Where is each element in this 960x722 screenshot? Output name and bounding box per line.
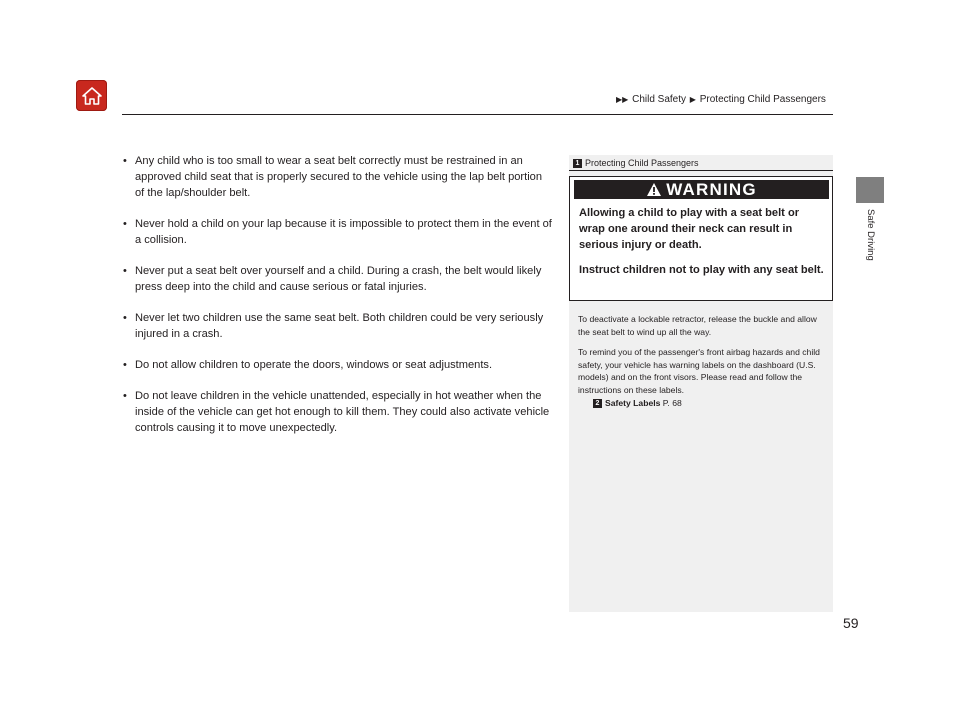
bullet-icon: • (123, 155, 127, 167)
sidebar-divider (569, 170, 833, 171)
list-item (122, 263, 552, 295)
bullet-icon: • (123, 312, 127, 324)
breadcrumb-arrow-icon: ▶▶ (616, 95, 629, 104)
note-paragraph: To remind you of the passenger's front airbag hazards and child safety, your vehicle has warning labels on the dashboard (U.S. models) and on the front visors. Please read and follow the instructions on these labels. (578, 347, 820, 395)
home-button[interactable] (76, 80, 107, 111)
home-icon (81, 86, 103, 106)
sidebar-title: 1 Protecting Child Passengers (573, 158, 699, 168)
list-item (122, 388, 552, 436)
warning-paragraph: Instruct children not to play with any seat belt. (579, 264, 824, 276)
bullet-icon: • (123, 218, 127, 230)
warning-header (574, 180, 829, 199)
safety-labels-link[interactable]: Safety Labels (605, 397, 661, 408)
breadcrumb-item-protecting-child-passengers[interactable]: Protecting Child Passengers (699, 94, 826, 105)
warning-heading: WARNING (666, 179, 757, 199)
page-number: 59 (843, 615, 859, 631)
list-item (122, 310, 552, 342)
note-paragraph: To deactivate a lockable retractor, release the buckle and allow the seat belt to wind up all the way. (578, 314, 817, 337)
warning-box (569, 176, 833, 301)
list-item-text: Never put a seat belt over yourself and a child. During a crash, the belt would likely press deep into the child and cause serious or fatal injuries. (135, 265, 542, 293)
bullet-icon: • (123, 359, 127, 371)
notes-sidebar (569, 155, 833, 612)
section-tab[interactable] (856, 177, 884, 203)
section-tab-label: Safe Driving (865, 209, 876, 261)
warning-icon (646, 182, 662, 197)
cross-reference-icon: 2 (593, 399, 602, 408)
list-item (122, 357, 552, 373)
list-item-text: Do not leave children in the vehicle unattended, especially in hot weather when the inside of the vehicle can get hot enough to kill them. They could also activate vehicle controls causing it to move unexpectedly. (135, 390, 550, 434)
warning-text (579, 205, 824, 287)
list-item (122, 153, 552, 201)
bullet-icon: • (123, 390, 127, 402)
warning-paragraph: Allowing a child to play with a seat belt or wrap one around their neck can result in serious injury or death. (579, 207, 800, 251)
bullet-icon: • (123, 265, 127, 277)
list-item-text: Never let two children use the same seat belt. Both children could be very seriously injured in a crash. (135, 312, 544, 340)
breadcrumb-item-child-safety[interactable]: Child Safety (632, 94, 687, 105)
list-item-text: Never hold a child on your lap because it is impossible to protect them in the event of a collision. (135, 218, 552, 246)
safety-bullet-list (122, 153, 552, 451)
reference-icon: 1 (573, 159, 582, 168)
list-item-text: Do not allow children to operate the doors, windows or seat adjustments. (135, 359, 493, 371)
cross-reference-page: P. 68 (662, 397, 682, 408)
breadcrumb-arrow-icon: ▶ (689, 95, 696, 104)
cross-reference[interactable] (578, 397, 828, 410)
list-item (122, 216, 552, 248)
breadcrumb (615, 94, 826, 105)
sidebar-notes (578, 313, 828, 409)
list-item-text: Any child who is too small to wear a seat belt correctly must be restrained in an approved child seat that is properly secured to the vehicle using the lap belt portion of the lap/shoulder belt. (135, 155, 543, 199)
header-divider (122, 114, 833, 115)
